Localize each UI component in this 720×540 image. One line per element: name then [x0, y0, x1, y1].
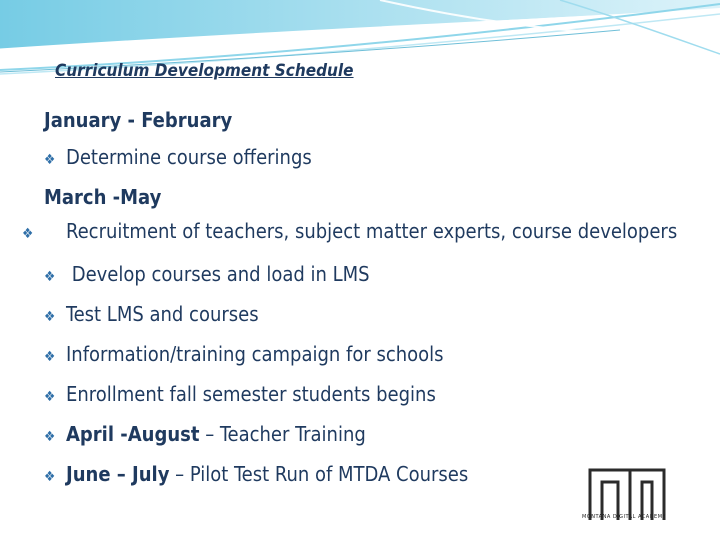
list-item: ❖ Develop courses and load in LMS: [44, 256, 684, 296]
bullet-icon: ❖: [44, 429, 56, 445]
bullet-icon: ❖: [22, 226, 34, 242]
list-item: ❖ Recruitment of teachers, subject matter experts, course developers: [44, 216, 684, 250]
list-item: ❖ Information/training campaign for schools: [44, 336, 684, 376]
bullet-icon: ❖: [44, 269, 56, 285]
list-item: ❖ June – July – Pilot Test Run of MTDA Courses: [44, 456, 684, 496]
list-item: ❖ Test LMS and courses: [44, 296, 684, 336]
heading-jan-feb: January - February: [44, 108, 233, 132]
heading-mar-may: March -May: [44, 185, 162, 209]
bullet-icon: ❖: [44, 349, 56, 365]
bullet-icon: ❖: [44, 469, 56, 485]
bullet-icon: ❖: [44, 152, 56, 168]
list-item: ❖ Determine course offerings: [44, 139, 684, 179]
slide-title: Curriculum Development Schedule: [55, 61, 354, 81]
bullet-icon: ❖: [44, 389, 56, 405]
bullet-icon: ❖: [44, 309, 56, 325]
list-item: ❖ April -August – Teacher Training: [44, 416, 684, 456]
schedule-list: [22, 102, 684, 496]
logo-text: MONTANA DIGITAL ACADEMY: [582, 514, 667, 520]
list-item: ❖ Enrollment fall semester students begins: [44, 376, 684, 416]
